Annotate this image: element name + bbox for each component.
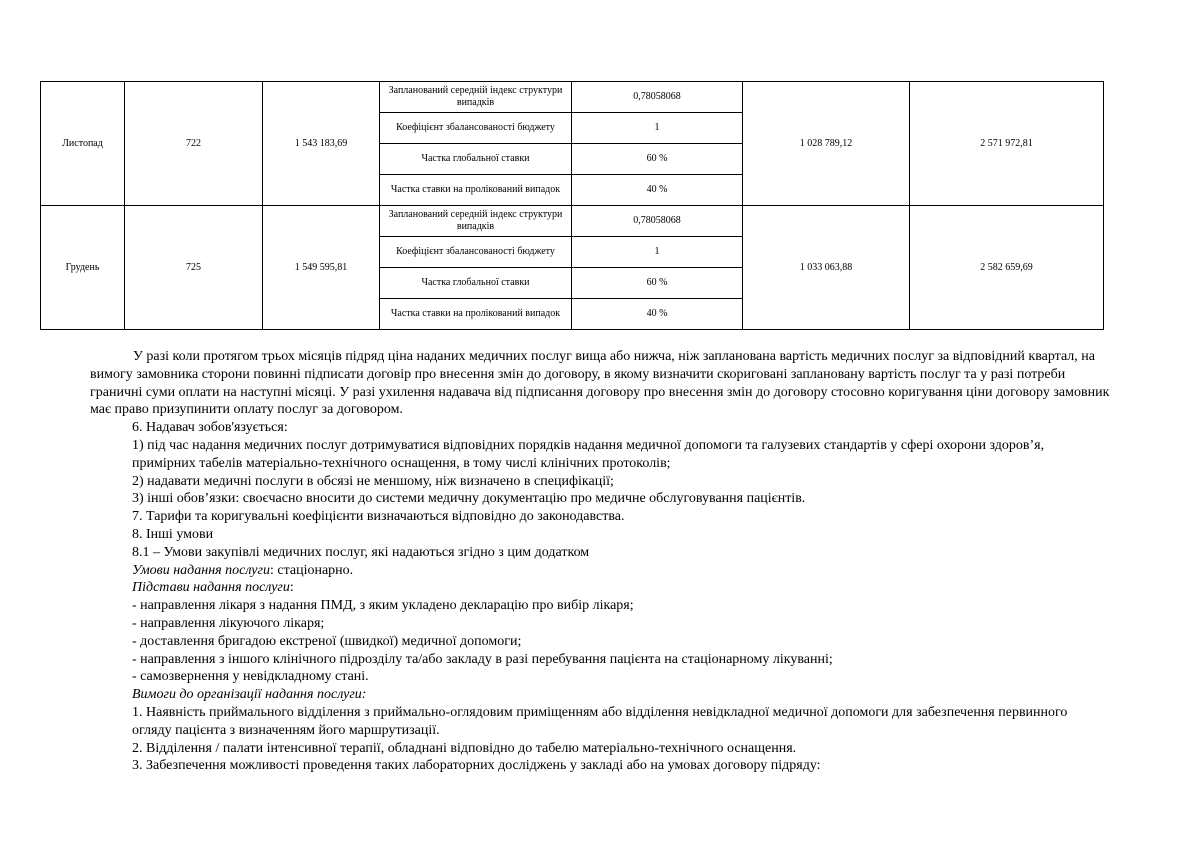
grounds-list-item: - доставлення бригадою екстреної (швидкої) медичної допомоги; <box>132 633 522 649</box>
month-cell: Листопад <box>41 82 125 206</box>
param-value: 60 % <box>572 144 743 175</box>
param-value: 0,78058068 <box>572 206 743 237</box>
param-label: Коефіцієнт збалансованості бюджету <box>380 113 572 144</box>
param-value: 1 <box>572 113 743 144</box>
contract-text <box>90 348 1110 775</box>
param-label: Запланований середній індекс структури випадків <box>380 82 572 113</box>
price-adjustment-paragraph: У разі коли протягом трьох місяців підряд ціна наданих медичних послуг вища або нижча, ніж запланована вартість медичних послуг за відповідний квартал, на вимогу замовника сторони повинні підписати договір про внесення змін до договору, в якому визначити скориговані заплановану вартість послуг та у разі потреби граничні суми оплати на наступні місяці. У разі ухилення надавача від підписання договору про внесення змін до договору стосовно коригування ціни договору замовник має право призупинити оплату послуг за договором. <box>90 349 1110 418</box>
service-grounds-heading <box>90 579 1110 597</box>
param-value: 1 <box>572 237 743 268</box>
sum-cell: 1 028 789,12 <box>743 82 910 206</box>
requirements-heading: Вимоги до організації надання послуги: <box>132 687 367 703</box>
sum-cell: 1 033 063,88 <box>743 206 910 330</box>
param-value: 0,78058068 <box>572 82 743 113</box>
grounds-list-item: - самозвернення у невідкладному стані. <box>132 669 369 685</box>
param-label: Запланований середній індекс структури випадків <box>380 206 572 237</box>
budget-table <box>40 81 1104 330</box>
requirement-3: 3. Забезпечення можливості проведення таких лабораторних досліджень у закладі або на умовах договору підряду: <box>132 758 821 774</box>
amount-cell: 1 549 595,81 <box>263 206 380 330</box>
grounds-list-item: - направлення лікуючого лікаря; <box>132 615 325 631</box>
service-grounds-label: Підстави надання послуги <box>132 580 290 596</box>
param-label: Коефіцієнт збалансованості бюджету <box>380 237 572 268</box>
count-cell: 725 <box>125 206 263 330</box>
section-8-heading: 8. Інші умови <box>132 526 214 542</box>
section-6-item-1 <box>90 437 1110 473</box>
param-label: Частка ставки на пролікований випадок <box>380 299 572 330</box>
section-6-heading: 6. Надавач зобов'язується: <box>132 420 288 436</box>
grounds-list-item: - направлення лікаря з надання ПМД, з яким укладено декларацію про вибір лікаря; <box>132 598 634 614</box>
section-6-item-3: 3) інші обов’язки: своєчасно вносити до системи медичну документацію про медичне обслуговування пацієнтів. <box>132 491 806 507</box>
total-cell: 2 571 972,81 <box>910 82 1104 206</box>
amount-cell: 1 543 183,69 <box>263 82 380 206</box>
param-value: 40 % <box>572 299 743 330</box>
section-6-item-2: 2) надавати медичні послуги в обсязі не меншому, ніж визначено в специфікації; <box>132 473 614 489</box>
requirement-2: 2. Відділення / палати інтенсивної терапії, обладнані відповідно до табелю матеріально-технічного оснащення. <box>132 740 797 756</box>
table-row-november <box>41 82 1104 113</box>
grounds-list-item: - направлення з іншого клінічного підрозділу та/або закладу в разі перебування пацієнта на стаціонарному лікуванні; <box>132 651 833 667</box>
total-cell: 2 582 659,69 <box>910 206 1104 330</box>
param-label: Частка ставки на пролікований випадок <box>380 175 572 206</box>
param-label: Частка глобальної ставки <box>380 144 572 175</box>
service-grounds-colon: : <box>289 580 294 596</box>
param-value: 40 % <box>572 175 743 206</box>
service-conditions <box>90 562 1110 580</box>
requirement-1: 1. Наявність приймального відділення з приймально-оглядовим приміщенням або відділення невідкладної медичної допомоги для забезпечення первинного огляду пацієнта з визначенням його маршрутизації. <box>132 704 1068 738</box>
service-conditions-label: Умови надання послуги <box>132 562 270 578</box>
service-conditions-value: : стаціонарно. <box>269 562 354 578</box>
section-8-1: 8.1 – Умови закупівлі медичних послуг, які надаються згідно з цим додатком <box>132 544 590 560</box>
table-row-december <box>41 206 1104 237</box>
budget-table-container <box>40 81 1103 329</box>
param-label: Частка глобальної ставки <box>380 268 572 299</box>
count-cell: 722 <box>125 82 263 206</box>
section-7: 7. Тарифи та коригувальні коефіцієнти визначаються відповідно до законодавства. <box>132 509 625 525</box>
section-6-item-1-text: 1) під час надання медичних послуг дотримуватися відповідних порядків надання медичної допомоги та галузевих стандартів у сфері охорони здоров’я, примірних табелів матеріально-технічного оснащення, в тому числі клінічних протоколів; <box>132 437 1045 471</box>
month-cell: Грудень <box>41 206 125 330</box>
param-value: 60 % <box>572 268 743 299</box>
